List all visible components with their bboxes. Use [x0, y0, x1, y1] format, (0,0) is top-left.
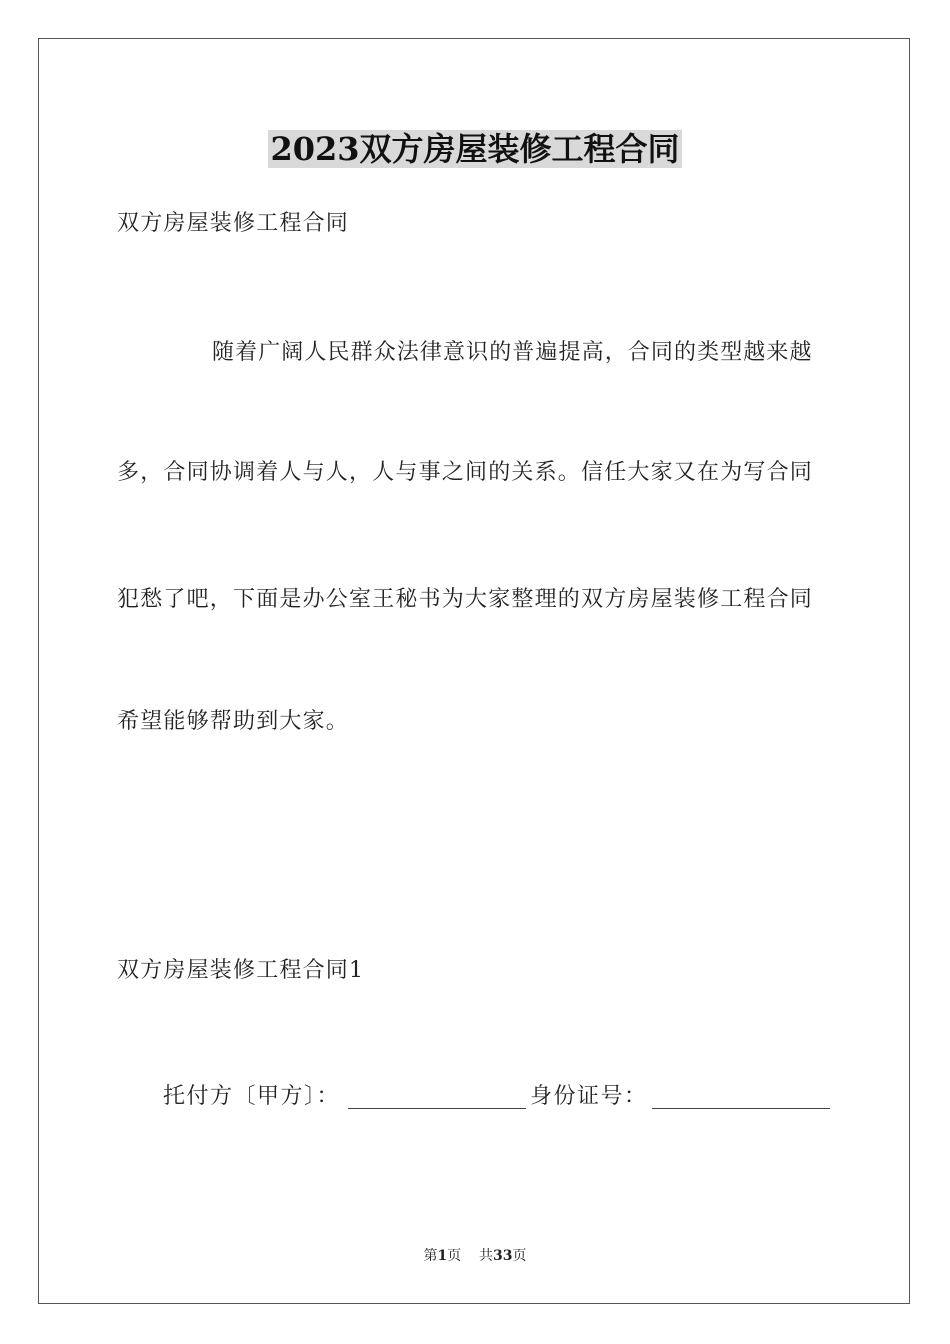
intro-line-4: 希望能够帮助到大家。	[117, 709, 350, 734]
party-a-form-row	[163, 1082, 830, 1112]
party-a-name-blank[interactable]	[348, 1084, 526, 1109]
page-suffix: 页	[447, 1248, 462, 1264]
intro-line-3: 犯愁了吧，下面是办公室王秘书为大家整理的双方房屋装修工程合同	[117, 587, 814, 612]
party-a-label: 托付方〔甲方〕：	[163, 1084, 341, 1109]
document-subtitle: 双方房屋装修工程合同	[117, 211, 350, 236]
section-title: 双方房屋装修工程合同1	[117, 958, 365, 983]
intro-line-1-text: 随着广阔人民群众法律意识的普遍提高，合同的类型越来越	[212, 340, 813, 365]
page-number: 1	[437, 1248, 448, 1264]
total-prefix: 共	[479, 1248, 494, 1264]
intro-line-2: 多，合同协调着人与人，人与事之间的关系。信任大家又在为写合同	[117, 460, 814, 485]
intro-line-1	[117, 338, 837, 368]
id-number-blank[interactable]	[652, 1084, 830, 1109]
document-title-text: 2023双方房屋装修工程合同	[270, 130, 680, 168]
document-title	[0, 127, 950, 171]
total-pages: 33	[493, 1248, 513, 1264]
page-prefix: 第	[423, 1248, 438, 1264]
page-footer	[0, 1246, 950, 1266]
total-suffix: 页	[512, 1248, 527, 1264]
id-number-label: 身份证号：	[530, 1084, 648, 1109]
